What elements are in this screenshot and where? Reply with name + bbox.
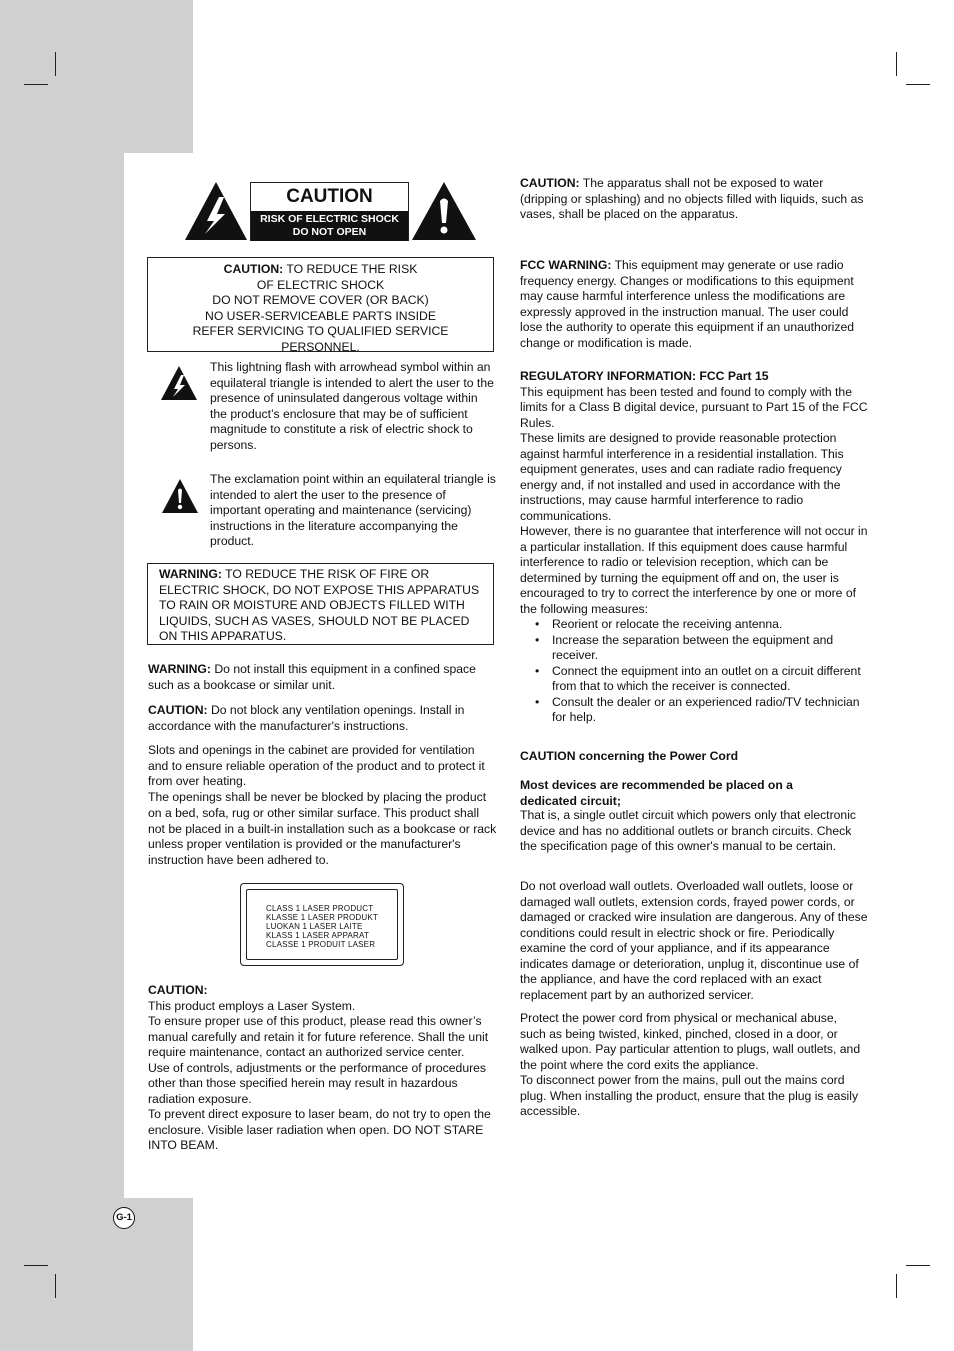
caution-label: CAUTION: xyxy=(520,176,580,190)
power-cord-paragraph-3: Protect the power cord from physical or mechanical abuse, such as being twisted, kinked, pinched, closed in a door, or walked upon. Pay particular attention to plugs, wall outlets, and the point where the cord exits the appliance. xyxy=(520,1011,861,1072)
power-cord-paragraph-4: To disconnect power from the mains, pull out the mains cord plug. When installing the product, ensure that the plug is easily accessible. xyxy=(520,1073,859,1118)
fcc-warning-body: This equipment may generate or use radio frequency energy. Changes or modifications to this equipment may cause harmful interference unless the modifications are expressly approved in the instruction manual. The user could lose the authority to operate this equipment if an unauthorized change or modification is made. xyxy=(520,258,855,350)
caution-ventilation xyxy=(148,703,498,734)
regulatory-paragraph: However, there is no guarantee that interference will not occur in a particular installation. If this equipment does cause harmful interference to radio or television reception, which can be determined by turning the equipment off and on, the user is encouraged to try to correct the interference by one or more of the following measures: xyxy=(520,524,868,616)
laser-caution-line: To ensure proper use of this product, please read this owner’s manual carefully and retain it for future reference. Shall the unit require maintenance, contact an authorized service center. xyxy=(148,1014,489,1059)
openings-paragraph: The openings shall be never be blocked by placing the product on a bed, sofa, rug or other similar surface. This product shall not be placed in a built-in installation such as a bookcase or rack unless proper ventilation is provided or the manufacturer's instruction have been adhered to. xyxy=(148,790,497,868)
laser-caution-line: This product employs a Laser System. xyxy=(148,998,356,1013)
power-cord-heading xyxy=(520,749,870,765)
regulatory-measures-list xyxy=(520,617,870,726)
laser-caution-line: Use of controls, adjustments or the performance of procedures other than those specified herein may result in hazardous radiation exposure. xyxy=(148,1060,487,1106)
laser-caution-section xyxy=(148,983,498,1154)
crop-mark xyxy=(906,84,930,85)
caution-shock-line: REFER SERVICING TO QUALIFIED SERVICE xyxy=(192,324,449,338)
laser-product-label xyxy=(240,883,404,966)
warning-label: WARNING: xyxy=(148,662,211,676)
caution-water xyxy=(520,176,872,223)
regulatory-heading: REGULATORY INFORMATION: FCC Part 15 xyxy=(520,369,769,383)
laser-product-label-inner xyxy=(246,889,398,960)
caution-title: CAUTION xyxy=(251,183,408,211)
crop-mark xyxy=(896,1274,897,1298)
regulatory-paragraph: This equipment has been tested and found to comply with the limits for a Class B digital device, pursuant to Part 15 of the FCC Rules. xyxy=(520,384,868,430)
caution-subtitle-line: RISK OF ELECTRIC SHOCK xyxy=(260,213,399,225)
power-cord-subheading-text: Most devices are recommended be placed on a dedicated circuit; xyxy=(520,778,793,808)
caution-label xyxy=(250,182,409,241)
power-cord-subheading xyxy=(520,778,820,809)
crop-mark xyxy=(55,52,56,76)
warning-confined-space xyxy=(148,662,498,693)
laser-label-line: KLASS 1 LASER APPARAT xyxy=(266,931,370,940)
list-item: • Reorient or relocate the receiving antenna. xyxy=(552,617,870,633)
caution-shock-line: DO NOT REMOVE COVER (OR BACK) xyxy=(212,293,429,307)
warning-fire-text xyxy=(159,567,489,645)
caution-shock-label: CAUTION: xyxy=(223,262,284,276)
warning-fire-box xyxy=(147,563,494,645)
crop-mark xyxy=(896,52,897,76)
crop-mark xyxy=(55,1274,56,1298)
list-item: • Increase the separation between the equipment and receiver. xyxy=(552,633,870,664)
caution-body: The apparatus shall not be exposed to water (dripping or splashing) and no objects filled with liquids, such as vases, shall be placed on the apparatus. xyxy=(520,176,864,221)
caution-label: CAUTION: xyxy=(148,703,208,717)
slots-paragraph: Slots and openings in the cabinet are provided for ventilation and to ensure reliable operation of the product and to protect it from over heating. xyxy=(148,743,485,788)
exclamation-triangle-small-icon xyxy=(161,478,199,514)
crop-mark xyxy=(24,1265,48,1266)
laser-caution-line: To prevent direct exposure to laser beam, do not try to open the enclosure. Visible laser radiation when open. DO NOT STARE INTO BEAM. xyxy=(148,1107,491,1152)
exclamation-triangle-icon xyxy=(411,181,477,241)
caution-subtitle xyxy=(251,211,408,241)
laser-label-line: KLASSE 1 LASER PRODUKT xyxy=(266,913,378,922)
laser-caution-heading: CAUTION: xyxy=(148,983,208,997)
lightning-triangle-small-icon xyxy=(160,365,198,401)
caution-body: Do not block any ventilation openings. Install in accordance with the manufacturer's instructions. xyxy=(148,703,465,733)
caution-shock-line: OF ELECTRIC SHOCK xyxy=(256,277,385,292)
laser-label-line: CLASSE 1 PRODUIT LASER xyxy=(266,940,376,949)
caution-subtitle-line: DO NOT OPEN xyxy=(292,225,367,238)
caution-shock-text xyxy=(148,262,493,355)
power-cord-heading-text: CAUTION concerning the Power Cord xyxy=(520,749,739,763)
crop-mark xyxy=(906,1265,930,1266)
warning-fire-body: TO REDUCE THE RISK OF FIRE OR ELECTRIC SHOCK, DO NOT EXPOSE THIS APPARATUS TO RAIN OR MOISTURE AND OBJECTS FILLED WITH LIQUIDS, SUCH AS VASES, SHOULD NOT BE PLACED ON THIS APPARATUS. xyxy=(159,567,480,643)
caution-shock-line: TO REDUCE THE RISK xyxy=(283,262,418,276)
regulatory-paragraph: These limits are designed to provide reasonable protection against harmful interference in a residential installation. This equipment generates, uses and can radiate radio frequency energy and, if not installed and used in accordance with the instructions, may cause harmful interference to radio communications. xyxy=(520,431,844,523)
page-number: G-1 xyxy=(113,1207,135,1229)
regulatory-section xyxy=(520,369,870,726)
fcc-warning-label: FCC WARNING: xyxy=(520,258,612,272)
laser-label-line: LUOKAN 1 LASER LAITE xyxy=(266,922,363,931)
warning-fire-label: WARNING: xyxy=(159,567,222,581)
caution-shock-box xyxy=(147,257,494,352)
crop-mark xyxy=(24,84,48,85)
lightning-triangle-icon xyxy=(184,181,248,241)
power-cord-paragraph-1: That is, a single outlet circuit which powers only that electronic device and has no additional outlets or branch circuits. Check the specification page of this owner's manual to be certain. xyxy=(520,808,856,853)
caution-shock-line: PERSONNEL. xyxy=(281,339,360,354)
laser-label-line: CLASS 1 LASER PRODUCT xyxy=(266,904,374,913)
lightning-explanation: This lightning flash with arrowhead symbol within an equilateral triangle is intended to alert the user to the presence of uninsulated dangerous voltage within the product’s enclosure that may be of sufficient magnitude to constitute a risk of electric shock to persons. xyxy=(210,360,494,452)
fcc-warning xyxy=(520,258,860,351)
power-cord-paragraph-2: Do not overload wall outlets. Overloaded wall outlets, loose or damaged wall outlets, extension cords, frayed power cords, or damaged or cracked wire insulation are dangerous. Any of these conditions could result in electric shock or fire. Periodically examine the cord of your appliance, and if its appearance indicates damage or deterioration, unplug it, discontinue use of the appliance, and have the cord replaced with an exact replacement part by an authorized servicer. xyxy=(520,879,868,1002)
list-item: • Consult the dealer or an experienced radio/TV technician for help. xyxy=(552,695,870,726)
list-item: • Connect the equipment into an outlet on a circuit different from that to which the receiver is connected. xyxy=(552,664,870,695)
warning-body: Do not install this equipment in a confined space such as a bookcase or similar unit. xyxy=(148,662,476,692)
exclamation-explanation: The exclamation point within an equilateral triangle is intended to alert the user to the presence of important operating and maintenance (servicing) instructions in the literature accompanying the product. xyxy=(210,472,496,548)
caution-shock-line: NO USER-SERVICEABLE PARTS INSIDE xyxy=(205,308,436,323)
